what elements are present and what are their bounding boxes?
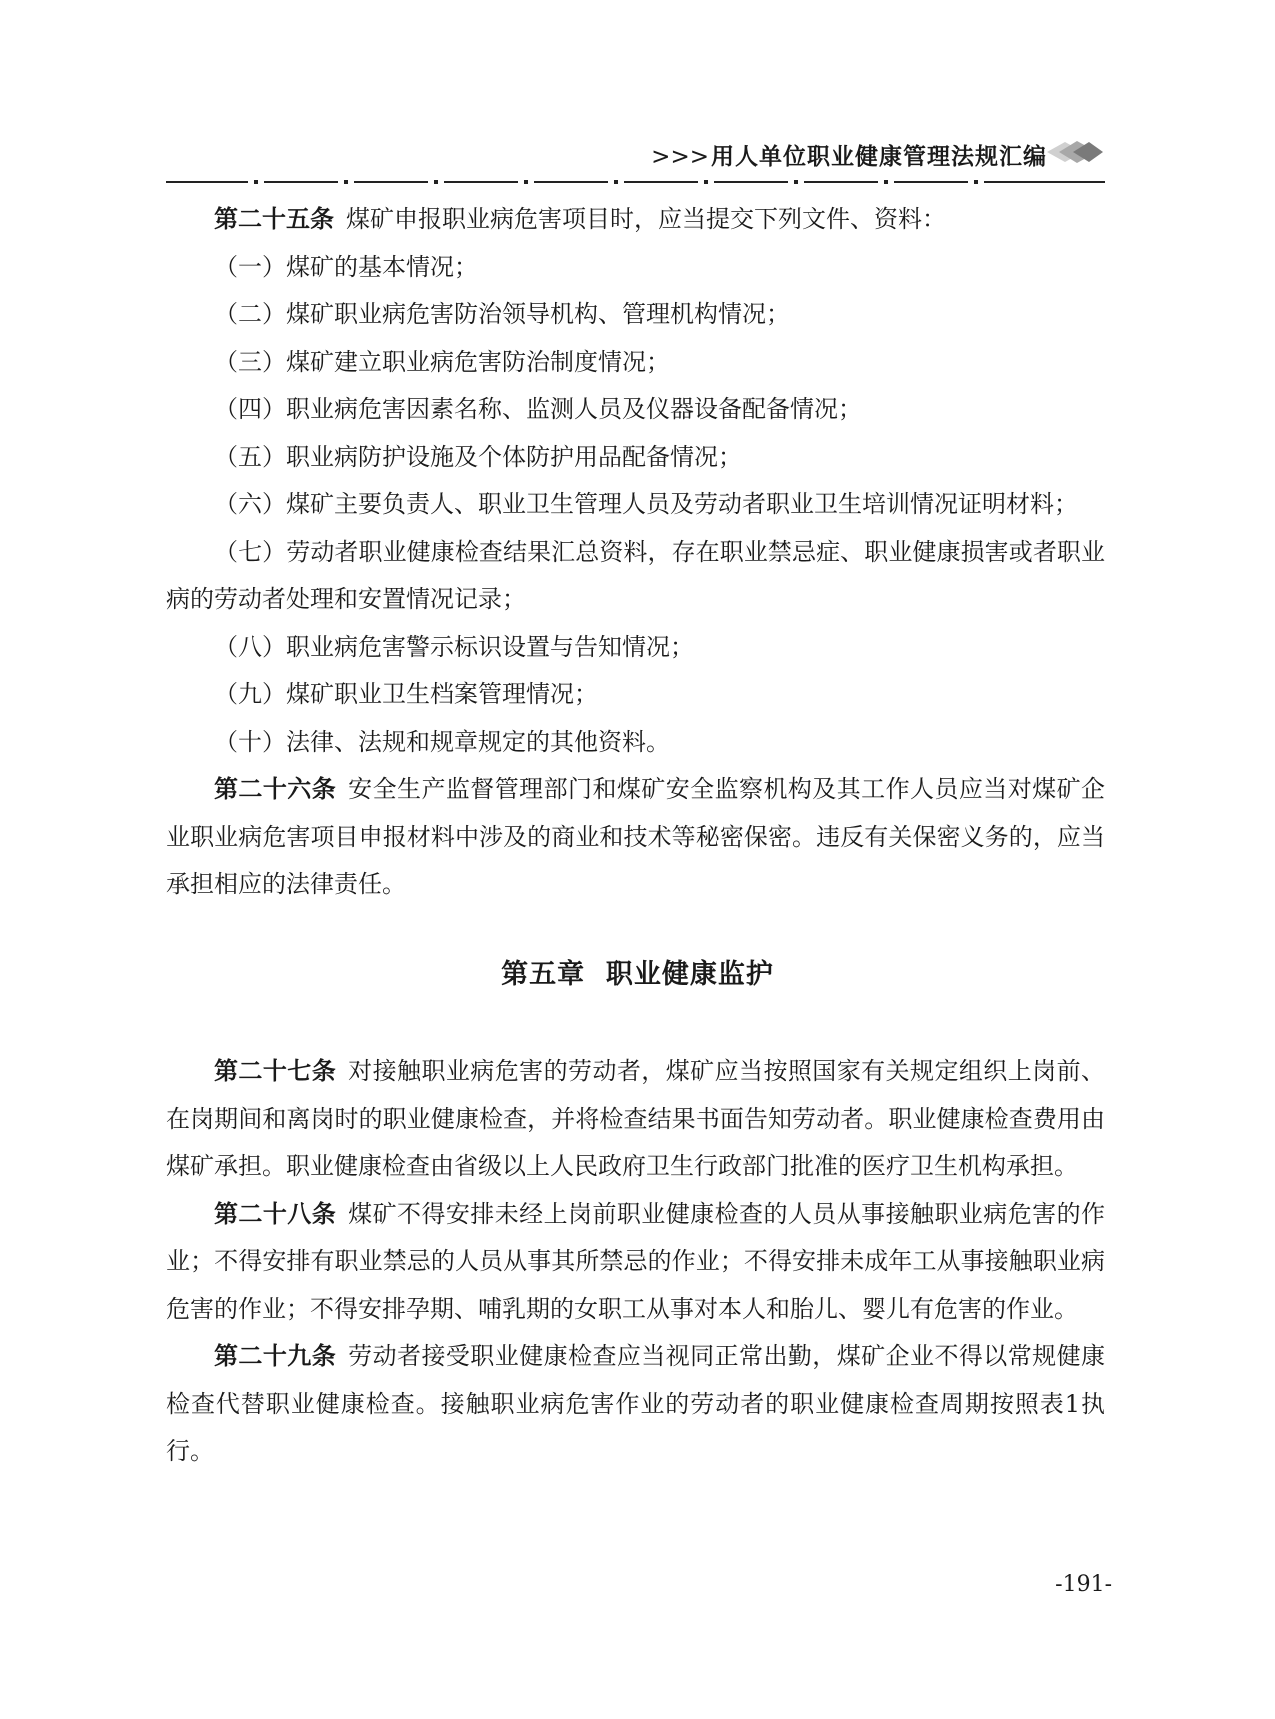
running-header-title	[651, 138, 1047, 171]
article-label: 第二十七条	[214, 1057, 337, 1085]
article-label: 第二十八条	[214, 1199, 337, 1228]
list-item: （九）煤矿职业卫生档案管理情况；	[214, 680, 598, 708]
list-item: （五）职业病防护设施及个体防护用品配备情况；	[214, 442, 742, 471]
book-title: 用人单位职业健康管理法规汇编	[711, 144, 1047, 170]
chapter-title: 职业健康监护	[605, 959, 774, 990]
chapter-heading	[0, 952, 1275, 991]
article-text: 对接触职业病危害的劳动者，煤矿应当按照国家有关规定组织上岗前、在岗期间和离岗时的职业健康检查，并将检查结果书面告知劳动者。职业健康检查费用由煤矿承担。职业健康检查由省级以上人民政府卫生行政部门批准的医疗卫生机构承担。	[166, 1057, 1106, 1180]
page-body-bottom	[166, 1048, 1105, 1476]
running-header	[166, 132, 1105, 172]
list-item: （二）煤矿职业病危害防治领导机构、管理机构情况；	[214, 300, 790, 328]
list-item: （四）职业病危害因素名称、监测人员及仪器设备配备情况；	[214, 395, 862, 423]
article-label: 第二十五条	[214, 205, 334, 233]
article-label: 第二十九条	[214, 1342, 337, 1370]
page-number: -191-	[1055, 1572, 1112, 1597]
list-item: （一）煤矿的基本情况；	[214, 252, 478, 281]
page-body-top	[166, 196, 1105, 909]
diamond-ornament-icon	[1045, 136, 1105, 168]
list-item: （八）职业病危害警示标识设置与告知情况；	[214, 632, 694, 661]
list-item: （六）煤矿主要负责人、职业卫生管理人员及劳动者职业卫生培训情况证明材料；	[214, 490, 1078, 518]
article-25	[166, 196, 1105, 244]
article-29	[166, 1333, 1105, 1476]
article-text: 煤矿申报职业病危害项目时，应当提交下列文件、资料：	[346, 205, 946, 233]
list-item: （十）法律、法规和规章规定的其他资料。	[214, 727, 670, 756]
header-chevrons: >>>	[651, 144, 709, 170]
list-item: （三）煤矿建立职业病危害防治制度情况；	[214, 347, 670, 376]
article-text: 煤矿不得安排未经上岗前职业健康检查的人员从事接触职业病危害的作业；不得安排有职业禁忌的人员从事其所禁忌的作业；不得安排未成年工从事接触职业病危害的作业；不得安排孕期、哺乳期的女职工从事对本人和胎儿、婴儿有危害的作业。	[166, 1199, 1106, 1323]
article-26	[166, 766, 1105, 909]
article-28	[166, 1191, 1105, 1334]
header-rule-marks	[166, 178, 1105, 186]
list-item: （七）劳动者职业健康检查结果汇总资料，存在职业禁忌症、职业健康损害或者职业病的劳动者处理和安置情况记录；	[166, 537, 1105, 613]
chapter-number: 第五章	[501, 959, 586, 990]
article-label: 第二十六条	[214, 775, 337, 803]
article-27	[166, 1048, 1105, 1191]
article-text: 安全生产监督管理部门和煤矿安全监察机构及其工作人员应当对煤矿企业职业病危害项目申报材料中涉及的商业和技术等秘密保密。违反有关保密义务的，应当承担相应的法律责任。	[166, 775, 1106, 898]
article-text: 劳动者接受职业健康检查应当视同正常出勤，煤矿企业不得以常规健康检查代替职业健康检查。接触职业病危害作业的劳动者的职业健康检查周期按照表1执行。	[166, 1342, 1106, 1465]
